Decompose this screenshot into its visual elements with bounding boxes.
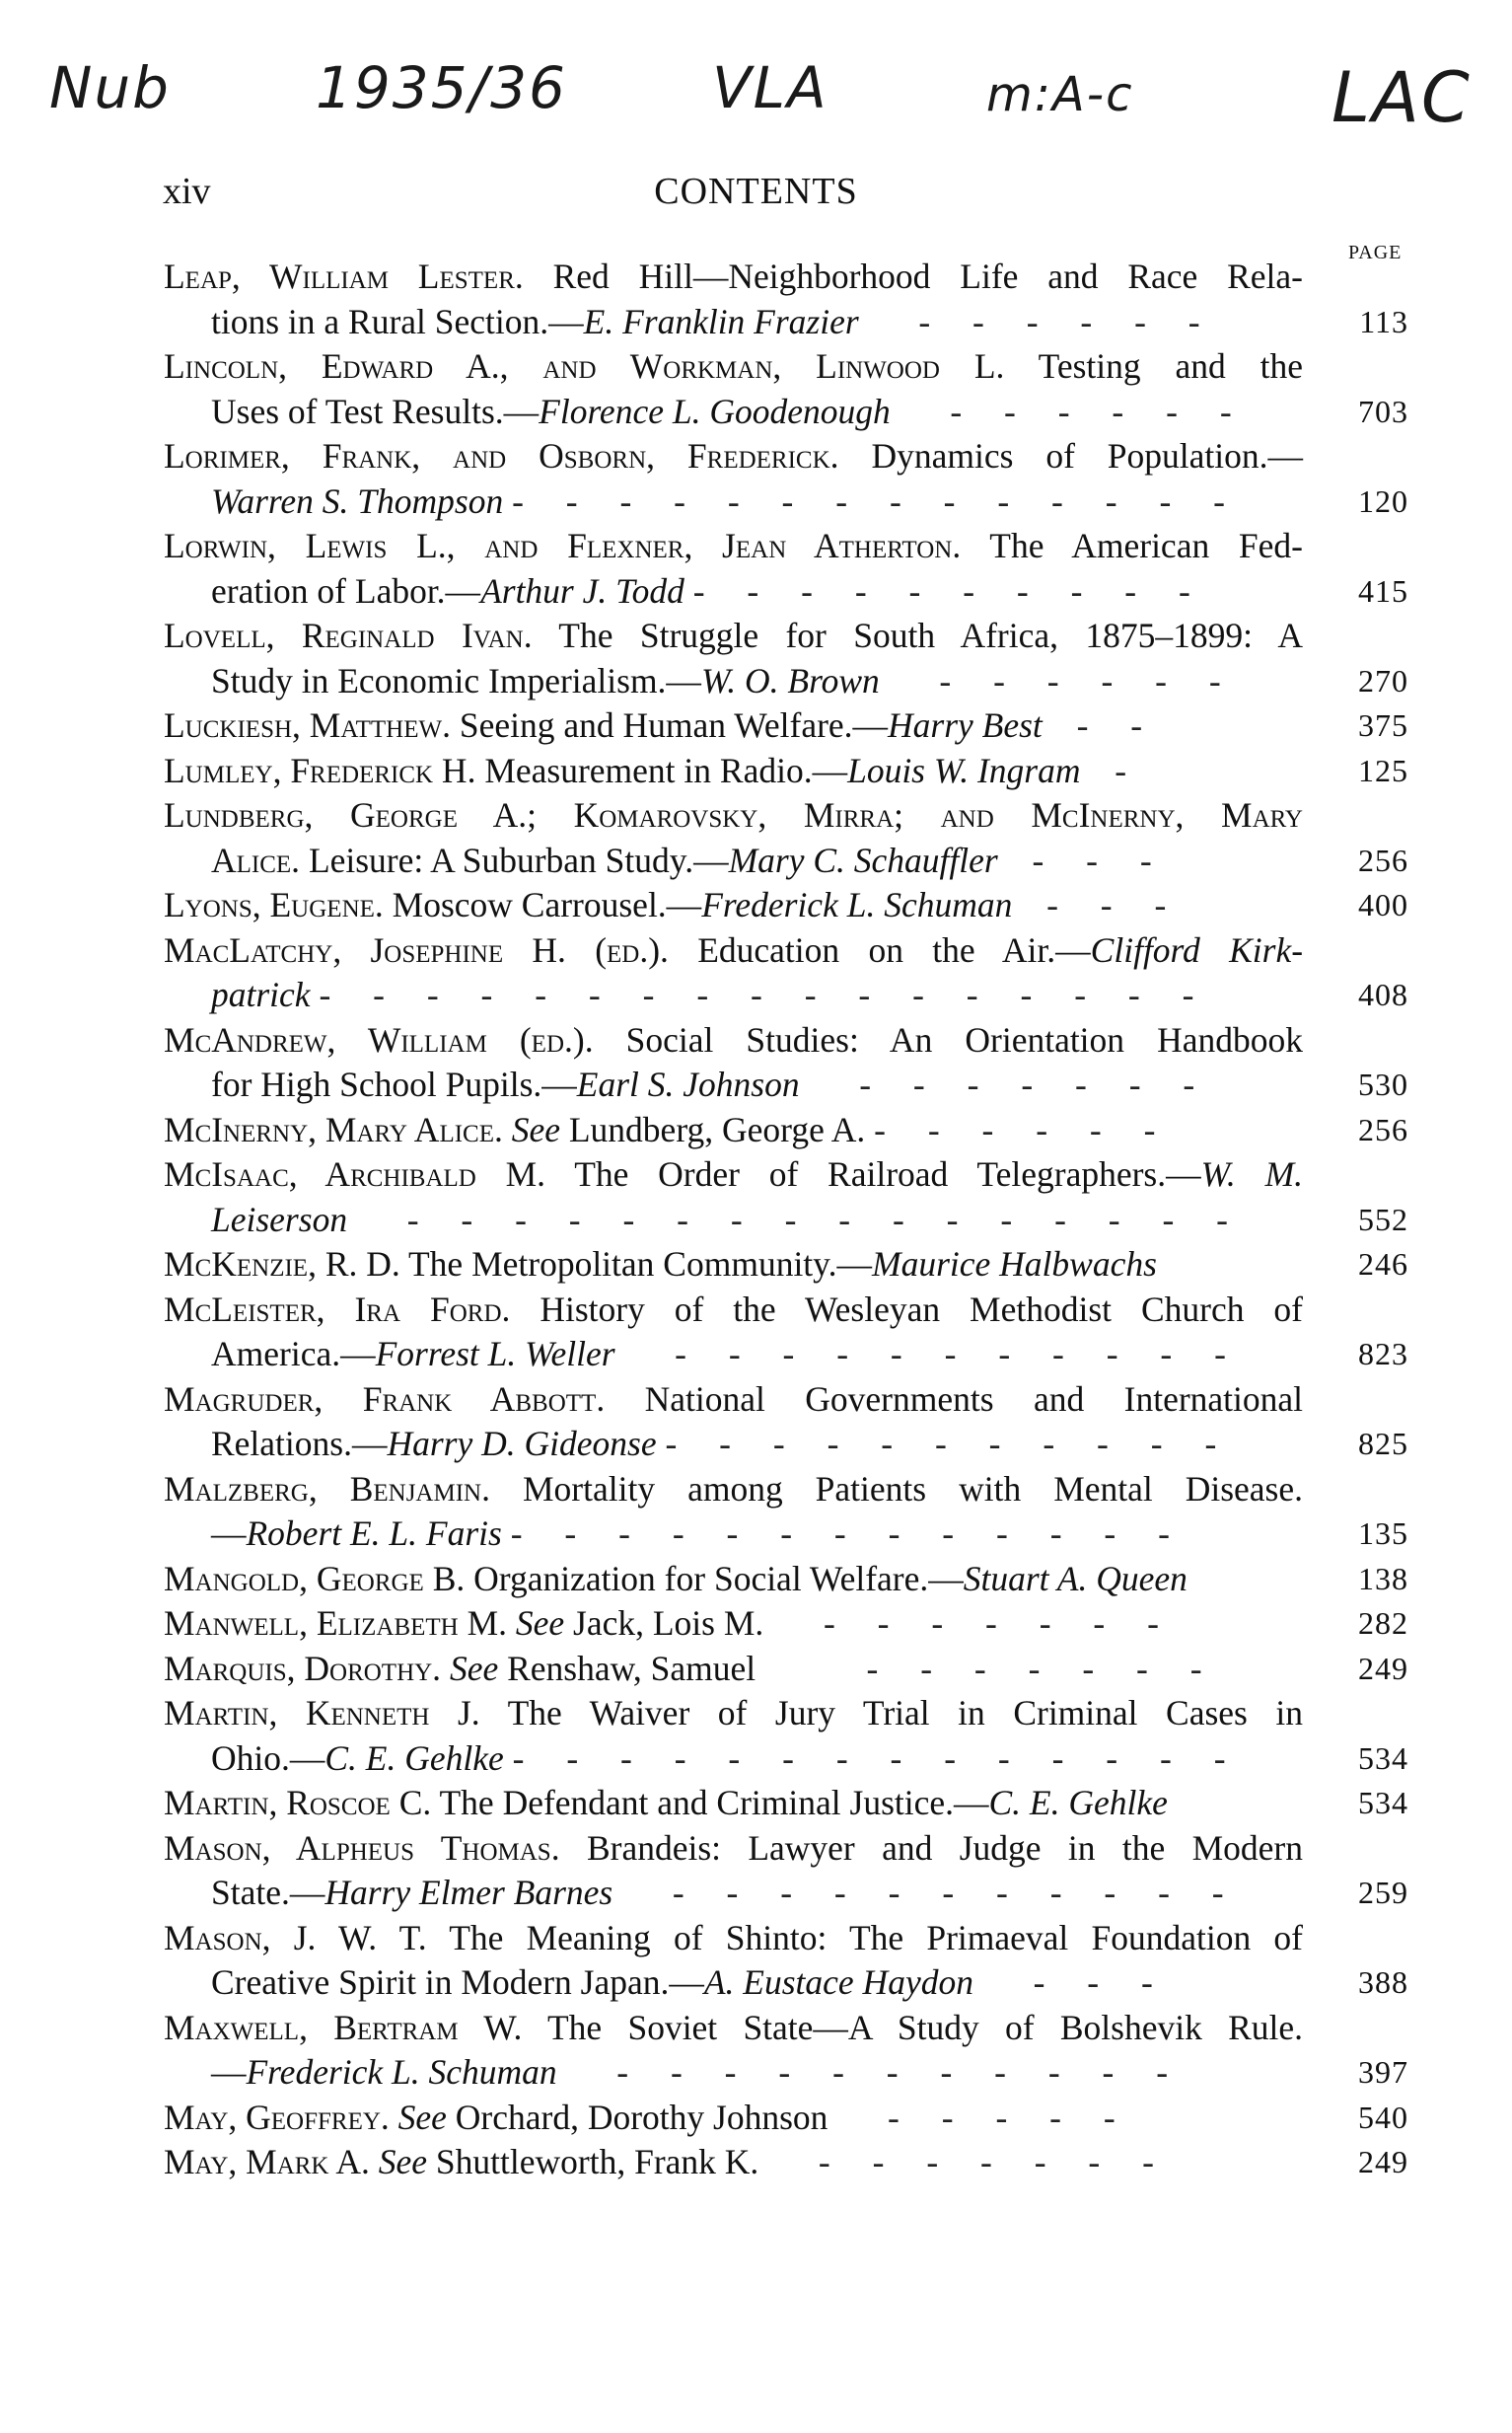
reviewer-name: Leiserson [211,1199,348,1239]
entry-line [164,255,1303,300]
author-name: Mangold, George B. [164,1558,466,1598]
reviewer-name: Forrest L. Weller [375,1334,615,1373]
entry-line [164,2006,1303,2051]
reviewer-name: Warren S. Thompson [211,480,504,521]
book-title: State.— [211,1873,325,1912]
page-number: 400 [1358,887,1408,922]
entry-line [164,1557,1303,1602]
page-folio: xiv [163,171,211,212]
dot-leader: - - - - - - [899,391,1249,431]
entry-line [164,1601,1303,1647]
reviewer-name: W. M. [1200,1154,1304,1194]
cross-reference: Renshaw, Samuel [507,1648,756,1688]
page-number: 113 [1359,303,1408,339]
dot-leader: - - - - - - - - - - - [665,1424,1234,1463]
reviewer-name: Frederick L. Schuman [701,885,1013,924]
page-number: 125 [1358,752,1408,788]
reviewer-name: Earl S. Johnson [576,1065,800,1104]
see-reference: See [511,1109,560,1149]
entry-line [164,1108,1303,1153]
handwritten-note-4: m:A-c [986,67,1134,122]
book-title: The Soviet State—A Study of Bolshevik Rule. [546,2007,1304,2047]
page-number: 282 [1358,1605,1408,1641]
reviewer-name: Harry D. Gideonse [387,1424,657,1463]
page-number: 552 [1358,1201,1408,1237]
entry-line [164,883,1303,928]
contents-entry [164,1557,1422,1602]
entry-line [164,1018,1303,1064]
entry-line [164,2140,1303,2185]
author-name: Leap, William Lester. [164,257,524,296]
entry-line [164,1826,1303,1872]
reviewer-name: Harry Best [888,705,1043,745]
page-number: 246 [1358,1246,1408,1282]
author-name: Marquis, Dorothy. [164,1648,442,1688]
dot-leader: - - - - - - - - - - - - - - - - [355,1199,1245,1239]
book-title: America.— [211,1334,376,1373]
reviewer-name: E. Franklin Frazier [583,301,859,341]
book-title: The Meaning of Shinto: The Primaeval Foundation of [449,1917,1303,1957]
page-number: 375 [1358,707,1408,743]
contents-entry [164,434,1422,524]
book-title: Creative Spirit in Modern Japan.— [211,1962,704,2002]
book-title: Organization for Social Welfare.— [473,1558,964,1598]
dot-leader: - - - [1006,840,1169,880]
reviewer-name: Frederick L. Schuman [246,2052,557,2092]
entry-line [164,659,1303,704]
entry-line [164,928,1303,974]
entry-line [164,1871,1303,1916]
author-name: Mason, J. W. T. [164,1917,427,1957]
dot-leader: - - - - - [836,2097,1132,2137]
dot-leader: - - - - - - - [764,1648,1219,1688]
contents-entry [164,344,1422,434]
handwritten-note-5: LAC [1332,57,1472,138]
entry-line [164,1288,1303,1333]
entry-line [164,973,1303,1018]
book-title: Testing and the [1038,346,1303,386]
entry-line [164,2096,1303,2141]
dot-leader: - - - - - - - [808,1065,1212,1104]
entry-line [164,614,1303,659]
entry-line [164,1647,1303,1692]
entry-line [164,749,1303,794]
reviewer-name: patrick [211,975,311,1014]
book-title: Ohio.— [211,1737,325,1778]
book-title: Relations.— [211,1424,388,1463]
page-number: 249 [1358,1650,1408,1686]
book-title: — [211,2052,247,2092]
entry-line [164,479,1303,525]
contents-list [164,255,1422,2185]
dot-leader: - - - - - - - - - - - - - - - - - [319,975,1211,1014]
book-title: The Waiver of Jury Trial in Criminal Cases in [507,1693,1304,1733]
author-name: Luckiesh, Matthew. [164,705,451,745]
author-name: McAndrew, William (ed.). [164,1019,594,1060]
contents-entry [164,2140,1422,2185]
dot-leader: - [1089,750,1144,790]
book-title: Measurement in Radio.— [484,750,848,790]
author-name: Lundberg, George A.; Komarovsky, Mirra; and McInerny, Mary [164,795,1303,835]
reviewer-name: C. E. Gehlke [324,1737,504,1778]
book-title: The Order of Railroad Telegraphers.— [574,1154,1201,1194]
entry-line [164,390,1303,435]
book-title: tions in a Rural Section.— [211,301,584,341]
author-name: Manwell, Elizabeth M. [164,1603,508,1643]
dot-leader: - - - - - - [874,1109,1173,1149]
author-name: McKenzie, R. D. [164,1244,400,1284]
entry-line [164,300,1303,345]
author-name: McIsaac, Archibald M. [164,1154,546,1194]
contents-entry [164,255,1422,344]
author-name: Lorwin, Lewis L., and Flexner, Jean Atherton. [164,526,962,565]
page-number: 825 [1358,1426,1408,1461]
dot-leader: - - - [1021,885,1184,924]
author-name: Lumley, Frederick H. [164,750,476,790]
book-title: — [211,1513,247,1553]
book-title: Red Hill—Neighborhood Life and Race Rela- [552,257,1303,296]
entry-line [164,1422,1303,1467]
page-number: 415 [1358,572,1408,609]
contents-entry [164,1647,1422,1692]
author-name: May, Mark A. [164,2142,370,2181]
author-name: Martin, Kenneth J. [164,1693,480,1733]
entry-line [164,434,1303,479]
book-title: History of the Wesleyan Methodist Church of [540,1289,1303,1329]
author-name: Lincoln, Edward A., and Workman, Linwood L. [164,346,1005,386]
handwritten-note-3: VLA [712,54,828,121]
contents-entry [164,1242,1422,1288]
entry-line [164,1511,1303,1557]
entry-line [164,1063,1303,1108]
author-name: Mason, Alpheus Thomas. [164,1827,560,1868]
author-name: Lyons, Eugene. [164,885,384,924]
book-title: The Struggle for South Africa, 1875–1899: A [558,616,1303,655]
contents-entry [164,1152,1422,1242]
dot-leader: - - - - - - - - - - [692,570,1207,611]
author-name: Maxwell, Bertram W. [164,2007,523,2047]
page-number: 823 [1358,1336,1408,1371]
entry-line [164,1198,1303,1243]
author-name: Malzberg, Benjamin. [164,1468,490,1509]
reviewer-name: C. E. Gehlke [988,1783,1168,1822]
reviewer-name: Maurice Halbwachs [872,1244,1157,1284]
contents-entry [164,1601,1422,1647]
contents-entry [164,524,1422,614]
reviewer-name: Stuart A. Queen [963,1558,1188,1598]
entry-line [164,703,1303,749]
book-title: eration of Labor.— [211,570,481,611]
see-reference: See [397,2097,447,2137]
dot-leader: - - - - - - - - - - - - - - [512,480,1242,521]
page-number: 256 [1358,1111,1408,1147]
handwritten-note-2: 1935/36 [316,54,567,121]
entry-line [164,1467,1303,1512]
contents-entry [164,2006,1422,2096]
entry-line [164,1960,1303,2006]
cross-reference: Jack, Lois M. [573,1603,764,1643]
page-number: 540 [1358,2099,1408,2135]
entry-line [164,793,1303,839]
page-number: 534 [1358,1785,1408,1820]
page-number: 703 [1358,393,1408,429]
entry-line [164,1916,1303,1961]
author-name: Lorimer, Frank, and Osborn, Frederick. [164,436,839,476]
see-reference: See [378,2142,428,2181]
entry-line [164,1691,1303,1736]
dot-leader: - - - - - - - - - - - [623,1334,1243,1373]
book-title: Seeing and Human Welfare.— [459,705,889,745]
book-title: Study in Economic Imperialism.— [211,660,701,700]
book-title: Education on the Air.— [697,929,1091,970]
book-title: Brandeis: Lawyer and Judge in the Modern [586,1827,1303,1868]
author-name: McLeister, Ira Ford. [164,1289,511,1329]
see-reference: See [515,1603,565,1643]
reviewer-name: A. Eustace Haydon [703,1962,973,2002]
book-title: The Defendant and Criminal Justice.— [439,1783,989,1822]
dot-leader: - - - - - - [888,660,1238,700]
dot-leader: - - - - - - - - - - - [621,1873,1241,1912]
contents-entry [164,1467,1422,1557]
entry-line [164,1332,1303,1377]
contents-entry [164,2096,1422,2141]
author-name: Magruder, Frank Abbott. [164,1378,606,1419]
contents-entry [164,1377,1422,1467]
entry-line [164,2050,1303,2096]
reviewer-name: W. O. Brown [700,660,880,700]
reviewer-name: Clifford Kirk- [1090,929,1304,970]
book-title: The American Fed- [989,526,1303,565]
author-name: Martin, Roscoe C. [164,1783,432,1822]
dot-leader: - - - - - - - [767,2142,1171,2181]
reviewer-name: Louis W. Ingram [847,750,1081,790]
page-number: 530 [1358,1067,1408,1102]
reviewer-name: Arthur J. Todd [480,570,684,611]
entry-line [164,1152,1303,1198]
book-title: National Governments and International [644,1378,1304,1419]
contents-entry [164,1916,1422,2006]
book-title: Social Studies: An Orientation Handbook [625,1019,1303,1060]
contents-entry [164,614,1422,703]
reviewer-name: Florence L. Goodenough [539,391,891,431]
running-head: CONTENTS [654,171,858,212]
dot-leader: - - - - - - - - - - - [565,2052,1186,2092]
dot-leader: - - - - - - [867,301,1217,341]
entry-line [164,839,1303,884]
entry-line [164,524,1303,569]
page-number: 120 [1358,482,1408,519]
page-column-label: PAGE [1348,242,1403,263]
dot-leader: - - - [981,1962,1170,2002]
page-number: 397 [1358,2054,1408,2090]
author-name: MacLatchy, Josephine H. (ed.). [164,929,669,970]
entry-line [164,1736,1303,1782]
book-title: Mortality among Patients with Mental Disease. [522,1468,1304,1509]
reviewer-name: Robert E. L. Faris [246,1513,502,1553]
contents-entry [164,1826,1422,1916]
page-number: 256 [1358,842,1408,878]
contents-entry [164,703,1422,749]
handwritten-note-1: Nub [49,54,171,121]
dot-leader: - - - - - - - - - - - - - [510,1513,1187,1553]
contents-entry [164,1108,1422,1153]
author-name: May, Geoffrey. [164,2097,390,2137]
author-name: McInerny, Mary Alice. [164,1109,503,1149]
entry-line [164,1377,1303,1423]
book-title: Moscow Carrousel.— [392,885,702,924]
entry-line [164,569,1303,615]
book-title: The Metropolitan Community.— [408,1244,872,1284]
contents-entry [164,883,1422,928]
dot-leader: - - - - - - - - - - - - - - [512,1737,1243,1778]
author-name: Lovell, Reginald Ivan. [164,616,533,655]
contents-entry [164,928,1422,1018]
see-reference: See [449,1648,499,1688]
cross-reference: Shuttleworth, Frank K. [435,2142,759,2181]
cross-reference: Orchard, Dorothy Johnson [455,2097,828,2137]
entry-line [164,344,1303,390]
reviewer-name: Mary C. Schauffler [728,840,998,880]
book-title: Dynamics of Population.— [871,436,1304,476]
contents-entry [164,1691,1422,1781]
cross-reference: Lundberg, George A. [568,1109,866,1149]
reviewer-name: Harry Elmer Barnes [324,1873,613,1912]
entry-line [164,1781,1303,1826]
contents-entry [164,749,1422,794]
entry-line [164,1242,1303,1288]
page-number: 138 [1358,1560,1408,1596]
contents-entry [164,1288,1422,1377]
dot-leader: - - - - - - - [772,1603,1176,1643]
page-number: 388 [1358,1964,1408,2000]
contents-entry [164,1781,1422,1826]
book-title: Uses of Test Results.— [211,391,540,431]
contents-entry [164,1018,1422,1108]
page-number: 135 [1358,1515,1408,1551]
book-title: Leisure: A Suburban Study.— [308,840,729,880]
page-number: 534 [1358,1739,1408,1776]
contents-entry [164,793,1422,883]
page-number: 270 [1358,662,1408,699]
author-name: Alice. [211,840,301,880]
dot-leader: - - [1050,705,1160,745]
page-number: 249 [1358,2144,1408,2179]
page-number: 408 [1358,977,1408,1012]
book-title: for High School Pupils.— [211,1065,577,1104]
page-number: 259 [1358,1875,1408,1910]
